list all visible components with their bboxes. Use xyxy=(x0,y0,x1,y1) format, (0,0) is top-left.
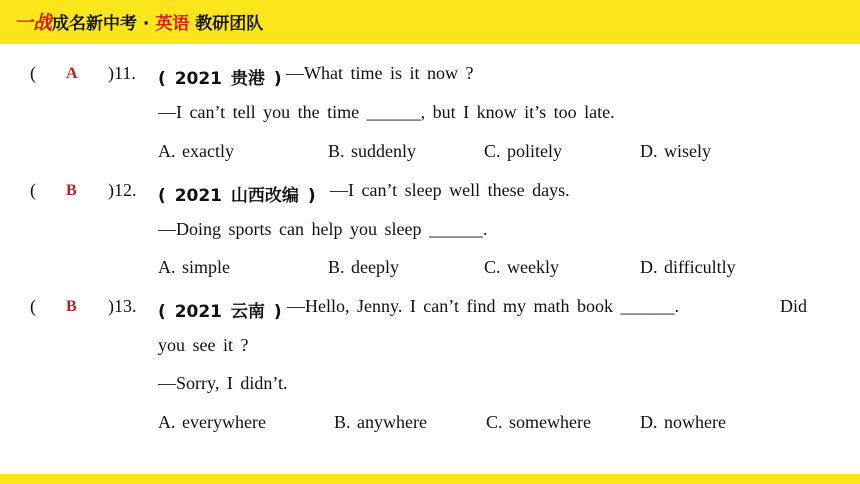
answer-letter: B xyxy=(66,182,77,199)
question-source: ( 2021 贵港 ) xyxy=(158,69,282,89)
answer-paren-open: ( xyxy=(30,180,36,200)
answer-paren-open: ( xyxy=(30,63,36,83)
option-c: C. weekly xyxy=(484,257,559,277)
header-bar xyxy=(0,0,860,44)
option-c: C. somewhere xyxy=(486,412,591,432)
footer-bar xyxy=(0,474,860,484)
brand-title xyxy=(14,8,263,35)
answer-letter: A xyxy=(66,65,78,82)
option-d: D. difficultly xyxy=(640,257,736,277)
question-stem-line1: —What time is it now ? xyxy=(286,63,474,83)
brand-team: 教研团队 xyxy=(189,14,264,34)
question-stem-line1: —Hello, Jenny. I can’t find my math book ______. xyxy=(287,296,679,316)
question-stem-line2: —Doing sports can help you sleep ______. xyxy=(158,219,488,239)
question-number: )13. xyxy=(108,296,137,316)
question-stem-line1-end: Did xyxy=(780,296,807,316)
brand-name: 成名新中考 · xyxy=(52,14,156,34)
question-source: ( 2021 山西改编 ) xyxy=(158,186,316,206)
option-c: C. politely xyxy=(484,141,562,161)
question-number: )11. xyxy=(108,63,136,83)
option-b: B. suddenly xyxy=(328,141,417,161)
question-stem-line2: you see it ? xyxy=(158,335,249,355)
option-d: D. nowhere xyxy=(640,412,726,432)
option-a: A. everywhere xyxy=(158,412,266,432)
answer-letter: B xyxy=(66,298,77,315)
option-a: A. exactly xyxy=(158,141,234,161)
option-d: D. wisely xyxy=(640,141,711,161)
question-stem-line2: —I can’t tell you the time ______, but I know it’s too late. xyxy=(158,102,615,122)
option-b: B. anywhere xyxy=(334,412,427,432)
question-stem-line1: —I can’t sleep well these days. xyxy=(330,180,570,200)
option-b: B. deeply xyxy=(328,257,399,277)
question-number: )12. xyxy=(108,180,137,200)
question-source: ( 2021 云南 ) xyxy=(158,302,282,322)
option-a: A. simple xyxy=(158,257,230,277)
brand-subject: 英语 xyxy=(155,14,190,34)
question-stem-line3: —Sorry, I didn’t. xyxy=(158,373,288,393)
brand-logo-text: 一战 xyxy=(14,12,53,34)
answer-paren-open: ( xyxy=(30,296,36,316)
